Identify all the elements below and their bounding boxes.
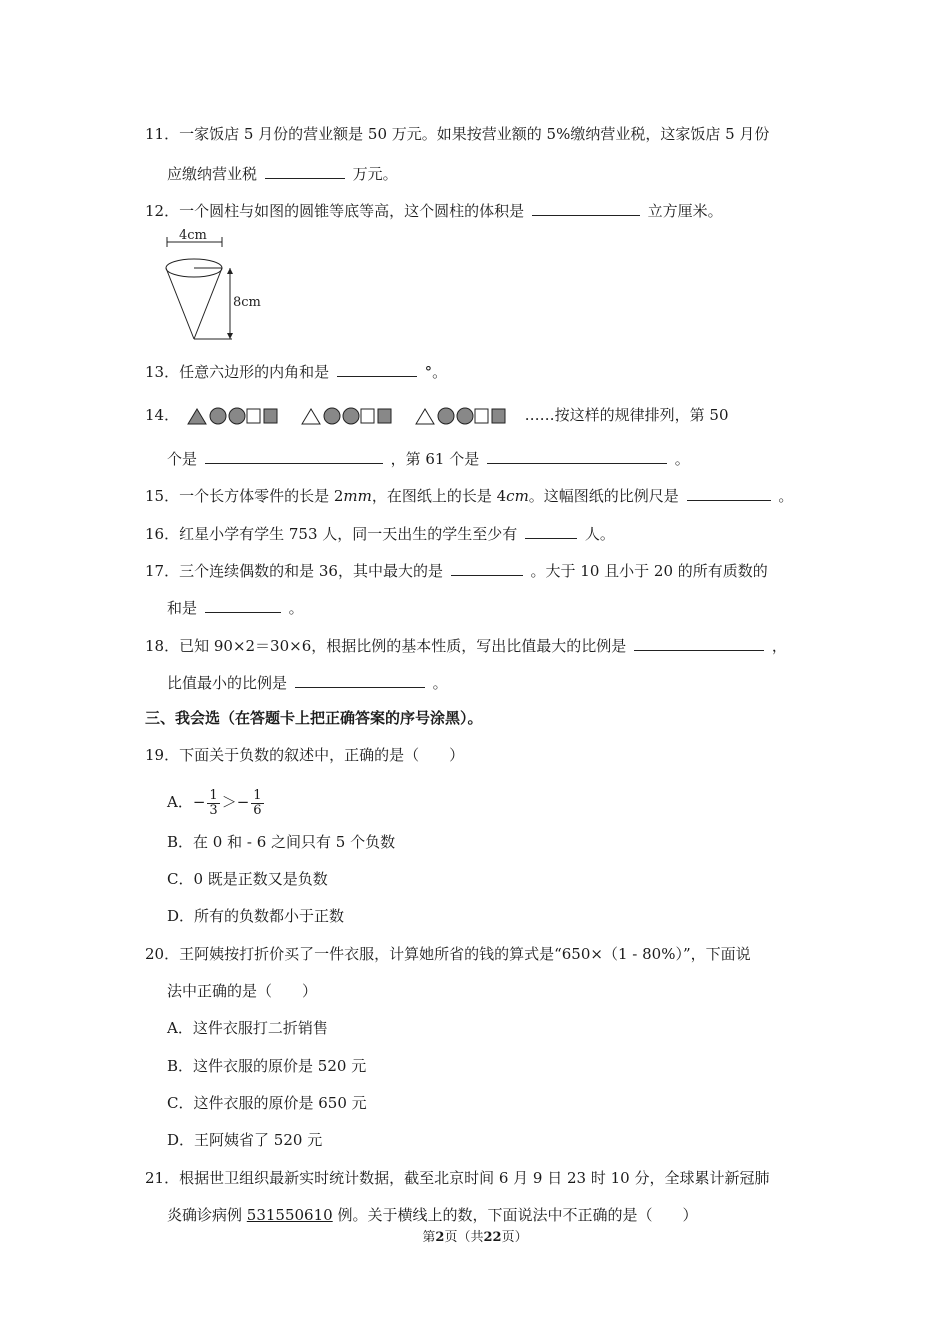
q12-answer-blank[interactable] [532,199,640,216]
q18-line2: 比值最小的比例是 。 [167,671,448,693]
fraction-one-sixth: $\frac{1}{6}$ [253,787,262,818]
section-3-title: 三、我会选（在答题卡上把正确答案的序号涂黑）。 [145,709,483,727]
circle-icon [229,408,245,424]
q17-line2: 和是 。 [167,596,304,618]
triangle-icon [188,409,206,424]
q17-answer-blank-1[interactable] [451,559,523,576]
circle-icon [438,408,454,424]
q19-option-d[interactable]: D．所有的负数都小于正数 [167,907,345,925]
q18-answer-blank-min[interactable] [295,671,425,688]
q15-answer-blank[interactable] [687,484,771,501]
q15-line: 15．一个长方体零件的长是 2mm，在图纸上的长是 4cm。这幅图纸的比例尺是 。 [145,484,793,506]
pattern-shapes [186,406,518,426]
q14-line1: 14． ……按这样的规律排列，第 50 [145,406,729,424]
q19-option-c[interactable]: C．0 既是正数又是负数 [167,870,328,888]
q17-answer-blank-2[interactable] [205,596,281,613]
height-label: 8cm [233,295,261,310]
square-icon [475,409,488,423]
pattern-group-3 [414,406,506,426]
circle-icon [324,408,340,424]
q14-line2: 个是 ，第 61 个是 。 [167,447,690,469]
q16-answer-blank[interactable] [525,522,577,539]
total-pages: 22 [483,1230,502,1245]
q11-line2: 应缴纳营业税 万元。 [167,162,398,184]
q19-option-b[interactable]: B．在 0 和 - 6 之间只有 5 个负数 [167,833,396,851]
square-icon [361,409,374,423]
square-icon [378,409,391,423]
q16-line: 16．红星小学有学生 753 人，同一天出生的学生至少有 人。 [145,522,615,544]
cone-figure [160,228,280,346]
q21-line1: 21．根据世卫组织最新实时统计数据，截至北京时间 6 月 9 日 23 时 10 分，全球累计新冠肺 [145,1169,770,1187]
q11-line1: 11．一家饭店 5 月份的营业额是 50 万元。如果按营业额的 5%缴纳营业税，这家饭店 5 月份 [145,125,770,143]
q20-option-d[interactable]: D．王阿姨省了 520 元 [167,1131,323,1149]
q12-line: 12．一个圆柱与如图的圆锥等底等高，这个圆柱的体积是 立方厘米。 [145,199,723,221]
q17-line1: 17．三个连续偶数的和是 36，其中最大的是 。大于 10 且小于 20 的所有质数的 [145,559,768,581]
q20-line2: 法中正确的是（ ） [167,982,318,1000]
q20-line1: 20．王阿姨按打折价买了一件衣服，计算她所省的钱的算式是“650×（1 - 80%）”，下面说 [145,945,751,963]
circle-icon [343,408,359,424]
square-icon [264,409,277,423]
q19-stem: 19．下面关于负数的叙述中，正确的是（ ） [145,746,465,764]
q20-option-a[interactable]: A．这件衣服打二折销售 [167,1019,328,1037]
pattern-group-2 [300,406,392,426]
circle-icon [457,408,473,424]
q13-line: 13．任意六边形的内角和是 °。 [145,360,447,382]
q18-answer-blank-max[interactable] [634,634,764,651]
page-number: 2 [435,1230,445,1245]
q14-answer-blank-50[interactable] [205,447,383,464]
square-icon [247,409,260,423]
diameter-label: 4cm [179,228,207,243]
circle-icon [210,408,226,424]
q21-line2: 炎确诊病例 531550610 例。关于横线上的数，下面说法中不正确的是（ ） [167,1206,698,1224]
q20-option-c[interactable]: C．这件衣服的原价是 650 元 [167,1094,367,1112]
q19-option-a[interactable]: A．− $\frac{1}{3}$ ＞− $\frac{1}{6}$ [167,787,262,818]
page-footer: 第2页（共22页） [422,1230,528,1245]
q18-line1: 18．已知 90×2＝30×6，根据比例的基本性质，写出比值最大的比例是 ， [145,634,787,656]
pattern-group-1 [186,406,278,426]
q13-answer-blank[interactable] [337,360,417,377]
q20-option-b[interactable]: B．这件衣服的原价是 520 元 [167,1057,367,1075]
fraction-one-third: $\frac{1}{3}$ [209,787,218,818]
square-icon [492,409,505,423]
triangle-icon [302,409,320,424]
q11-answer-blank[interactable] [265,162,345,179]
triangle-icon [416,409,434,424]
underlined-number: 531550610 [246,1206,333,1224]
q14-answer-blank-61[interactable] [487,447,667,464]
